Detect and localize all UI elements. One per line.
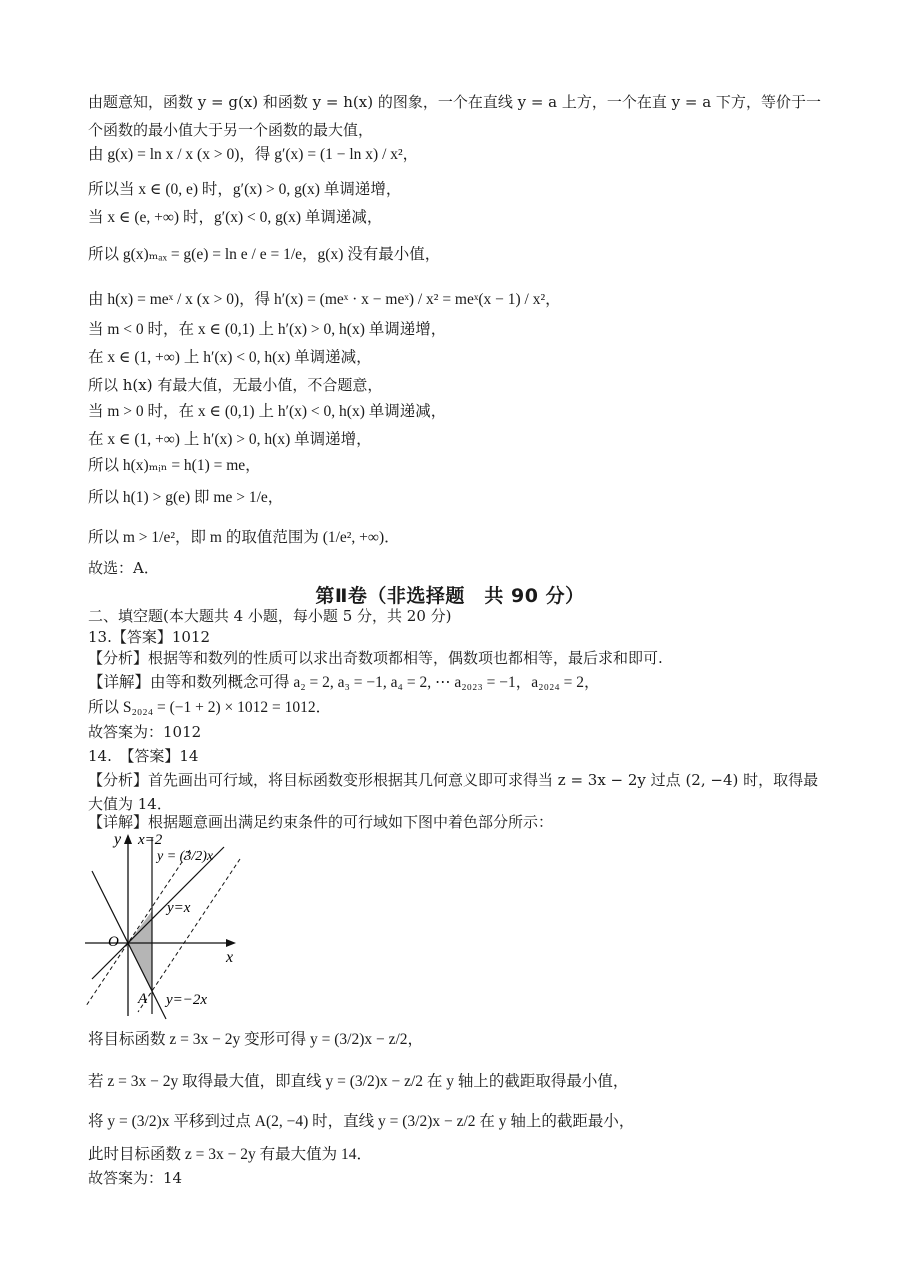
g-derivative-line: 由 g(x) = ln x / x (x > 0)，得 g′(x) = (1 − ln x) / x²， xyxy=(88,146,419,163)
label-y-eq-1.5x: y = (3/2)x xyxy=(157,849,214,864)
inequality-line: 所以 h(1) > g(e) 即 me > 1/e， xyxy=(88,489,284,506)
q14-analysis: 【分析】首先画出可行域，将目标函数变形根据其几何意义即可求得当 z = 3x − 2y 过点 (2, −4) 时，取得最大值为 14． xyxy=(88,771,819,813)
q14-answer: 14. 【答案】14 xyxy=(88,747,199,765)
m-negative-line: 当 m < 0 时，在 x ∈ (0,1) 上 h′(x) > 0, h(x) 单调递增， xyxy=(88,321,447,338)
label-x-eq-2: x=2 xyxy=(138,832,163,848)
label-y-axis: y xyxy=(114,831,122,848)
choice-line: 故选：A． xyxy=(88,559,159,577)
h-decreasing-line: 在 x ∈ (1, +∞) 上 h′(x) < 0, h(x) 单调递减， xyxy=(88,349,372,366)
q14-detail: 【详解】根据题意画出满足约束条件的可行域如下图中着色部分所示： xyxy=(88,813,554,831)
y-axis-arrow xyxy=(124,834,132,844)
line-y-eq-neg2x xyxy=(92,871,166,1019)
q13-conclusion: 故答案为：1012 xyxy=(88,723,202,741)
fill-blank-header: 二、填空题(本大题共 4 小题，每小题 5 分，共 20 分) xyxy=(88,607,452,625)
m-positive-line: 当 m > 0 时，在 x ∈ (0,1) 上 h′(x) < 0, h(x) 单调递减， xyxy=(88,403,447,420)
label-y-eq-neg2x: y=−2x xyxy=(166,992,208,1008)
section-title: 第Ⅱ卷（非选择题 共 90 分） xyxy=(315,585,585,607)
q13-detail: 【详解】由等和数列概念可得 a₂ = 2, a₃ = −1, a₄ = 2, ⋯ a₂₀₂₃ = −1，a₂₀₂₄ = 2， xyxy=(88,674,600,691)
line-y-eq-1.5x-dashed xyxy=(86,850,190,1006)
q14-step-4: 此时目标函数 z = 3x − 2y 有最大值为 14． xyxy=(88,1146,372,1163)
h-increasing-line: 在 x ∈ (1, +∞) 上 h′(x) > 0, h(x) 单调递增， xyxy=(88,431,372,448)
g-decreasing-line: 当 x ∈ (e, +∞) 时，g′(x) < 0, g(x) 单调递减， xyxy=(88,209,383,226)
h-derivative-line: 由 h(x) = meˣ / x (x > 0)，得 h′(x) = (meˣ · x − meˣ) / x² = meˣ(x − 1) / x²， xyxy=(88,291,561,308)
q13-sum: 所以 S₂₀₂₄ = (−1 + 2) × 1012 = 1012． xyxy=(88,699,332,716)
label-origin: O xyxy=(108,934,119,950)
g-increasing-line: 所以当 x ∈ (0, e) 时，g′(x) > 0, g(x) 单调递增， xyxy=(88,181,402,198)
q13-answer: 13.【答案】1012 xyxy=(88,628,211,646)
q14-conclusion: 故答案为：14 xyxy=(88,1169,183,1187)
feasible-region-svg xyxy=(80,826,250,1021)
q14-step-2: 若 z = 3x − 2y 取得最大值，即直线 y = (3/2)x − z/2 在 y 轴上的截距取得最小值， xyxy=(88,1073,629,1090)
x-axis-arrow xyxy=(226,939,236,947)
label-point-A: A xyxy=(138,991,148,1007)
feasible-region-figure xyxy=(80,826,250,1025)
label-x-axis: x xyxy=(226,949,234,966)
h-min-line: 所以 h(x)ₘᵢₙ = h(1) = me， xyxy=(88,457,261,474)
q14-step-1: 将目标函数 z = 3x − 2y 变形可得 y = (3/2)x − z/2， xyxy=(88,1031,424,1048)
h-no-min-line: 所以 h(x) 有最大值，无最小值，不合题意， xyxy=(88,376,383,394)
q13-analysis: 【分析】根据等和数列的性质可以求出奇数项都相等，偶数项也都相等，最后求和即可. xyxy=(88,649,663,667)
g-max-line: 所以 g(x)ₘₐₓ = g(e) = ln e / e = 1/e，g(x) 没有最小值， xyxy=(88,246,441,263)
q14-step-3: 将 y = (3/2)x 平移到过点 A(2, −4) 时，直线 y = (3/2)x − z/2 在 y 轴上的截距最小， xyxy=(88,1113,635,1130)
m-range-line: 所以 m > 1/e²，即 m 的取值范围为 (1/e², +∞)． xyxy=(88,529,400,546)
intro-paragraph: 由题意知，函数 y = g(x) 和函数 y = h(x) 的图象，一个在直线 y = a 上方，一个在直 y = a 下方，等价于一个函数的最小值大于另一个函数的最大值， xyxy=(88,93,821,139)
label-y-eq-x: y=x xyxy=(167,900,191,916)
